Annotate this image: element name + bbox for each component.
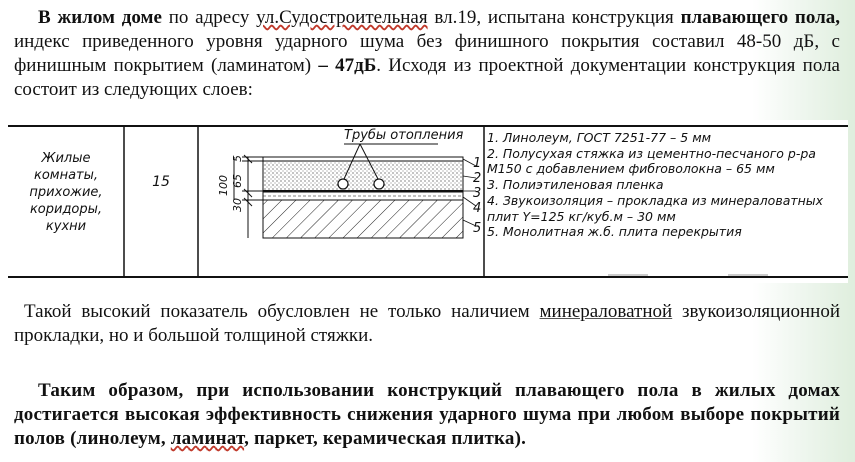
screed-layer: [263, 161, 463, 191]
conclusion-text-2: , паркет, керамическая плитка).: [244, 428, 527, 449]
layer-description: 4. Звукоизоляция – прокладка из минераловатных: [487, 192, 824, 208]
layer-number-1: 1: [473, 156, 482, 171]
intro-text-2: вл.19, испытана конструкция: [427, 7, 681, 28]
explanation-text-2: звукоизоляционной прокладки, но и большой толщиной стяжки.: [14, 301, 841, 346]
room-line: Жилые комнаты,: [33, 151, 99, 183]
address-text: ул.Судостроительная: [256, 7, 428, 28]
layer-description: М150 с добавлением фибroволокна – 65 мм: [487, 161, 775, 177]
layer-description: 5. Монолитная ж.б. плита перекрытия: [487, 224, 742, 240]
conclusion-paragraph: [14, 379, 840, 451]
layer-description: плит Y=125 кг/куб.м – 30 мм: [487, 208, 676, 224]
mineral-wool-underlined: минераловатной: [539, 301, 673, 322]
heating-pipes-label: Трубы отопления: [344, 128, 464, 143]
conclusion-text-1: Таким образом, при использовании конструкций плавающего пола в жилых домах достигается высокая эффективность снижения ударного шума при любом выборе покрытий полов (линолеум,: [14, 380, 840, 449]
layer-description: 1. Линолеум, ГОСТ 7251-77 – 5 мм: [487, 130, 712, 145]
layer-description: 2. Полусухая стяжка из цементно-песчаного р-ра: [487, 145, 816, 161]
count-cell: 15: [152, 174, 170, 190]
slab-layer: [263, 200, 463, 238]
linoleum-layer: [263, 157, 463, 161]
room-line: коридоры, кухни: [29, 202, 103, 234]
room-line: прихожие,: [29, 185, 103, 200]
noise-value-bold: – 47дБ: [318, 55, 377, 76]
intro-text-4: . Исходя из проектной документации конструкция пола состоит из следующих слоев:: [14, 55, 840, 100]
intro-paragraph: [14, 6, 840, 102]
layer-number-5: 5: [473, 221, 482, 236]
room-types-cell: [8, 150, 124, 235]
heating-pipe-2: [374, 179, 384, 189]
layer-number-3: 3: [473, 186, 482, 201]
dimension-label-100: 100: [217, 175, 230, 196]
layer-number-2: 2: [473, 171, 482, 186]
intro-text-1: по адресу: [161, 7, 257, 28]
construction-bold: плавающего пола,: [680, 7, 841, 28]
floor-layers-section: [234, 144, 476, 238]
laminate-word: ламинат: [170, 428, 245, 449]
layer-number-4: 4: [473, 201, 482, 216]
dimension-label-5: 5: [231, 155, 244, 162]
heating-pipe-1: [338, 179, 348, 189]
explanation-text-1: Такой высокий показатель обусловлен не только наличием: [24, 301, 540, 322]
layers-description-list: [487, 130, 847, 240]
intro-text-3: индекс приведенного уровня ударного шума без финишного покрытия составил 48-50 дБ, с финишным покрытием (ламинатом): [14, 31, 840, 76]
dimension-label-30: 30: [231, 198, 244, 212]
explanation-paragraph: [14, 300, 840, 348]
intro-bold-start: В жилом доме: [38, 7, 162, 28]
dimension-label-65: 65: [231, 174, 244, 188]
layer-description: 3. Полиэтиленовая пленка: [487, 177, 664, 193]
floor-construction-table: [8, 120, 848, 283]
